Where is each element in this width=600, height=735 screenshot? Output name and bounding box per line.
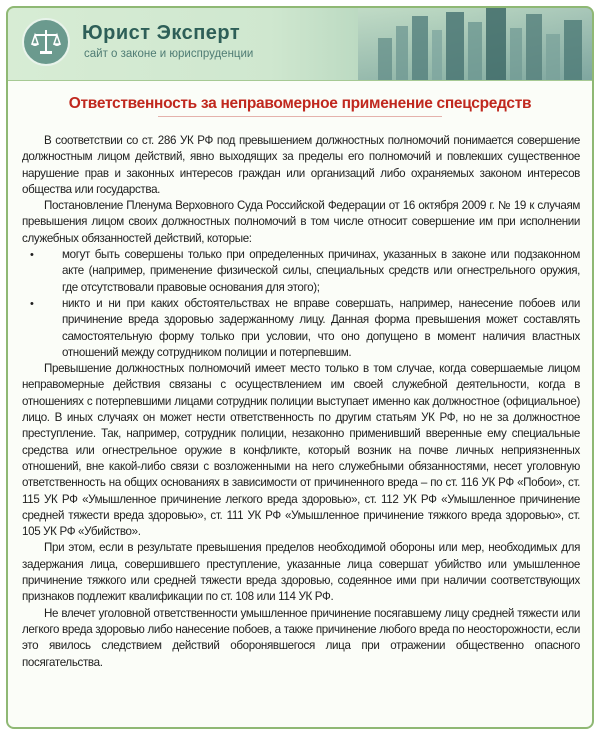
paragraph-1: В соответствии со ст. 286 УК РФ под превышением должностных полномочий понимается совершение должностным лицом действий, явно выходящих за пределы его полномочий и повлекших существенное нарушение прав и законных интересов граждан или организаций либо охраняемых законом интересов общества или государства. [22,134,580,196]
brand-name[interactable]: Юрист Эксперт [82,22,241,44]
scales-icon [24,20,68,64]
paragraph-3: Превышение должностных полномочий имеет место только в том случае, когда совершаемые лицом неправомерные действия связаны с осуществлением им своей служебной деятельности, когда в отношениях с потерпевшими лицами сотрудник полиции выступает именно как должностное (официальное) лицо. В иных случаях он может нести ответственность по другим статьям УК РФ, но не за должностное преступление. Так, например, сотрудник полиции, незаконно применивший вверенные ему специальные средства или огнестрельное оружие в конфликте, который возник на почве личных неприязненных отношений, вне какой-либо связи с возложенными на него служебными обязанностями, несет уголовную ответственность на общих основаниях в зависимости от причиненного вреда – по ст. 116 УК РФ «Побои», ст. 115 УК РФ «Умышленное причинение легкого вреда здоровью», ст. 112 УК РФ «Умышленное причинение средней тяжести вреда здоровью», ст. 111 УК РФ «Умышленное причинение тяжкого вреда здоровью», ст. 105 УК РФ «Убийство». [22,362,580,539]
city-skyline-image [358,8,592,80]
title-underline [158,116,442,117]
article-content [8,80,592,727]
paragraph-5: Не влечет уголовной ответственности умышленное причинение посягавшему лицу средней тяжести или легкого вреда здоровью либо нанесение побоев, а также причинение любого вреда по неосторожности, если это явилось следствием действий оборонявшегося лица при отражении общественно опасного посягательства. [22,606,580,669]
bullet-icon: • [30,297,34,310]
brand-tagline: сайт о законе и юриспруденции [84,48,254,60]
paragraph-4: При этом, если в результате превышения пределов необходимой обороны или мер, необходимых для задержания лица, совершившего преступление, указанные лица совершат убийство или умышленное причинение тяжкого или средней тяжести вреда здоровью, содеянное ими при наличии соответствующих признаков подлежит квалификации по ст. 108 или 114 УК РФ. [22,541,580,604]
list-item-text: никто и ни при каких обстоятельствах не вправе совершать, например, нанесение побоев или причинение вреда здоровью задержанному лицу. Данная форма превышения может составлять самостоятельную форму только при условии, что оно допущено в момент наличия властных отношений между сотрудником полиции и потерпевшим. [62,296,580,359]
bullet-icon: • [30,249,34,262]
list-item [22,296,580,361]
article-title: Ответственность за неправомерное применение спецсредств [68,95,532,112]
list-item-text: могут быть совершены только при определенных причинах, указанных в законе или подзаконном акте (например, применение физической силы, специальных средств или огнестрельного оружия, где отсутствовали правовые основания для этого); [62,248,580,294]
article-body [22,133,580,671]
site-logo[interactable] [22,18,70,66]
list-item [22,247,580,296]
site-header [8,8,592,80]
paragraph-2: Постановление Пленума Верховного Суда Российской Федерации от 16 октября 2009 г. № 19 к случаям превышения лицом своих должностных полномочий в том числе относит совершение им при исполнении служебных обязанностей действий, которые: [22,199,580,245]
page-frame [6,6,594,729]
